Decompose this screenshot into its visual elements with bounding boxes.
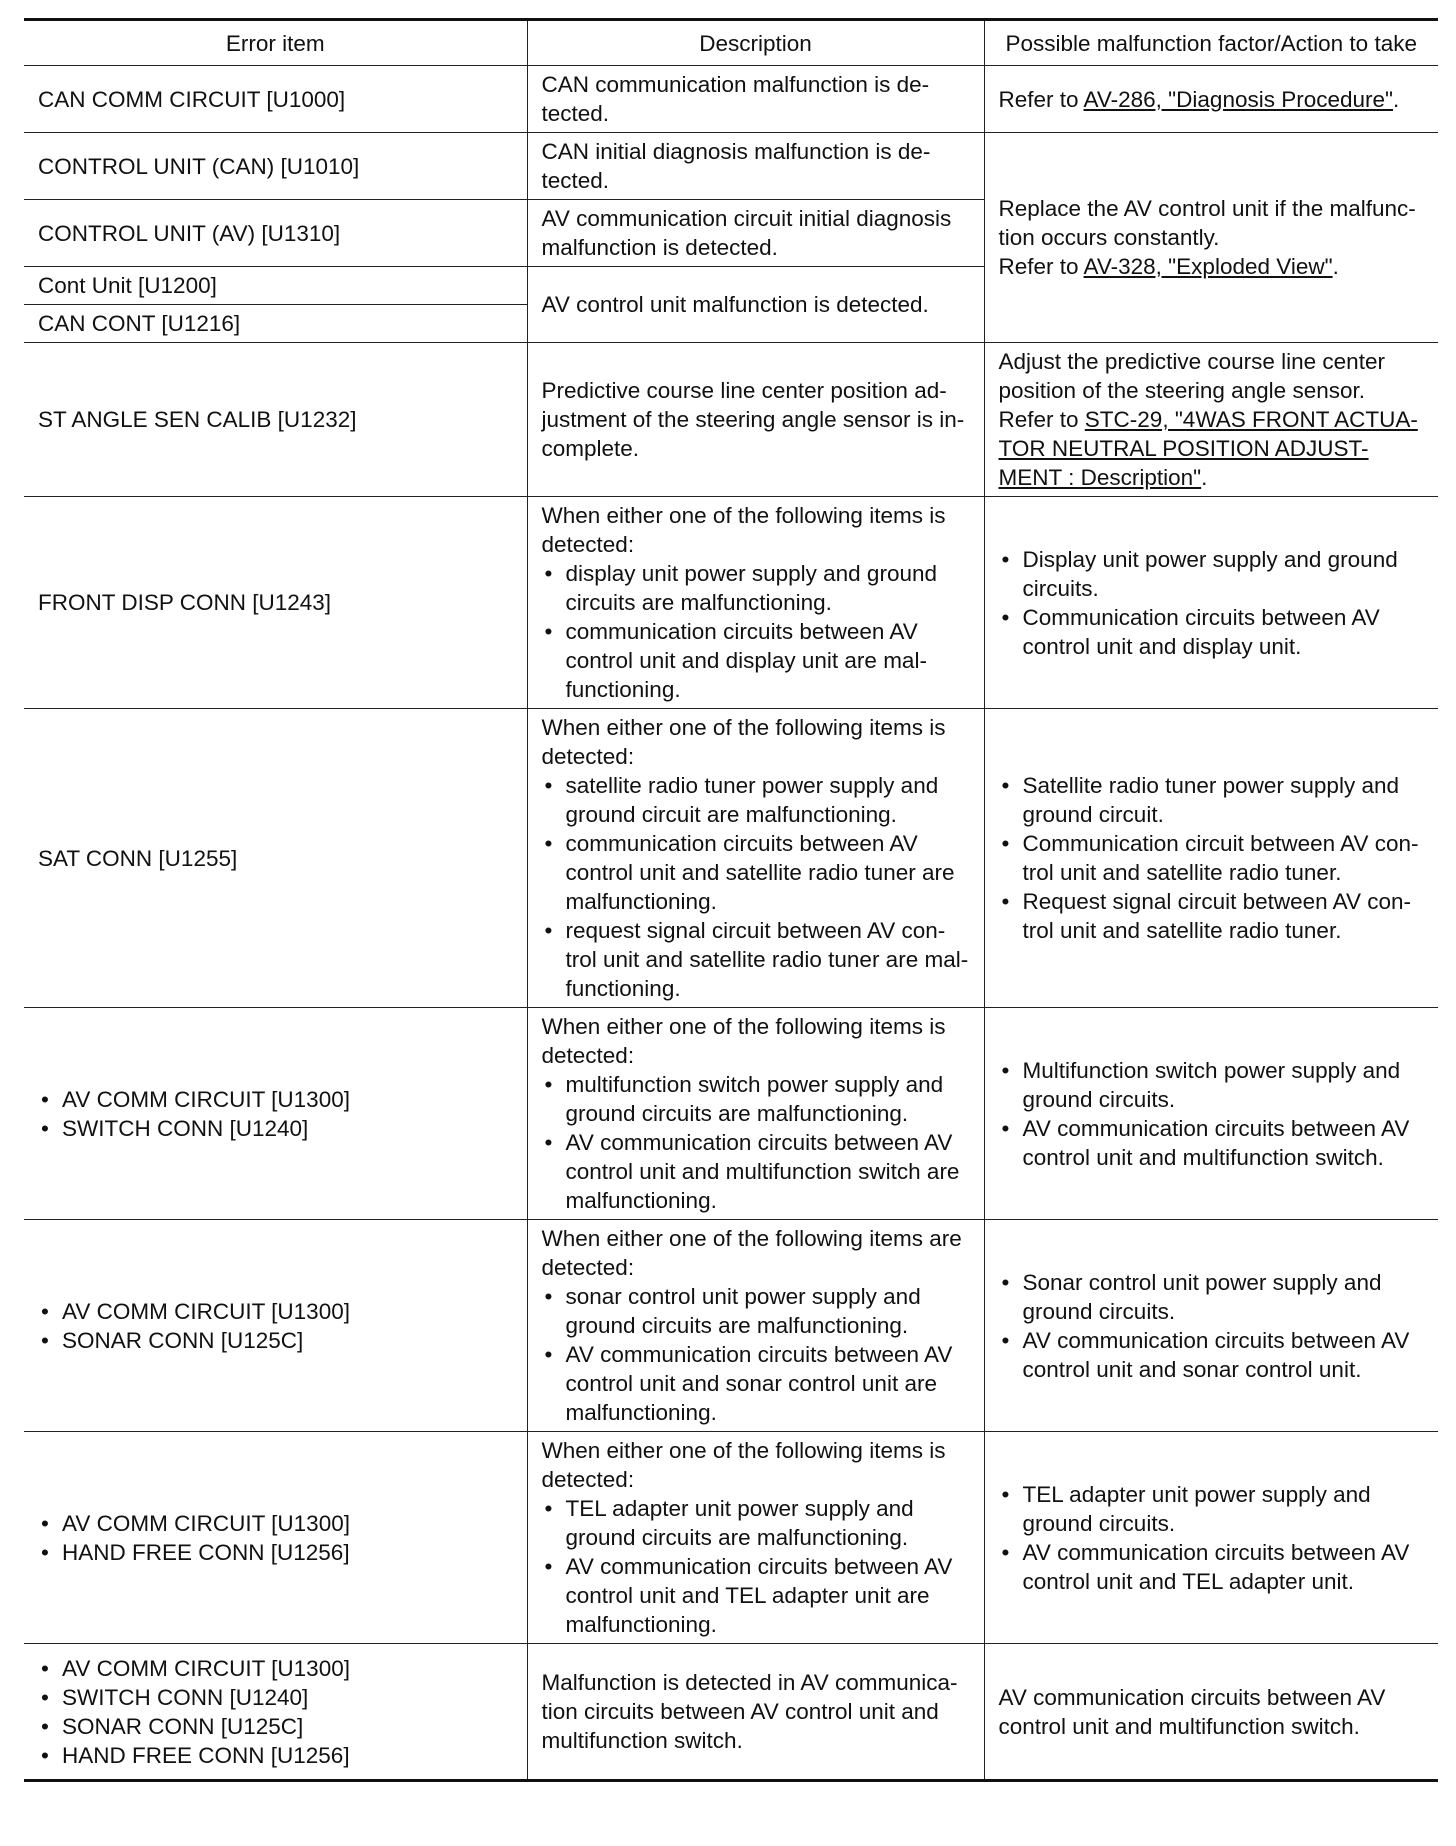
list-item: • AV communication circuits between AV control unit and TEL adapter unit. (999, 1538, 1425, 1596)
list-item: • satellite radio tuner power supply and ground circuit are malfunctioning. (542, 771, 970, 829)
reference-link[interactable]: STC-29, "4WAS FRONT ACTUA-TOR NEUTRAL POSITION ADJUST-MENT : Description" (998, 407, 1418, 490)
action-text: Replace the AV control unit if the malfunc-tion occurs constantly. (998, 196, 1416, 250)
error-item-table (24, 18, 1438, 1782)
description-cell: AV control unit malfunction is detected. (527, 267, 984, 343)
list-item: • SWITCH CONN [U1240] (38, 1114, 513, 1143)
list-item: • TEL adapter unit power supply and ground circuits are malfunctioning. (542, 1494, 970, 1552)
reference-link[interactable]: AV-328, "Exploded View" (1083, 254, 1333, 279)
error-item-cell (24, 1644, 527, 1781)
description-bullets (542, 1494, 970, 1639)
list-item: • communication circuits between AV control unit and display unit are mal-functioning. (542, 617, 970, 704)
error-item-cell: Cont Unit [U1200] (24, 267, 527, 305)
table-row (24, 133, 1438, 200)
error-item-cell: CAN CONT [U1216] (24, 305, 527, 343)
error-item-cell: FRONT DISP CONN [U1243] (24, 497, 527, 709)
action-text: Adjust the predictive course line center position of the steering angle sensor. (998, 349, 1385, 403)
description-cell (527, 709, 984, 1008)
description-cell (527, 497, 984, 709)
list-item: • Display unit power supply and ground circuits. (999, 545, 1425, 603)
list-item: • Communication circuit between AV con-trol unit and satellite radio tuner. (999, 829, 1425, 887)
description-bullets (542, 1070, 970, 1215)
error-item-bullets (38, 1509, 513, 1567)
error-item-cell: ST ANGLE SEN CALIB [U1232] (24, 343, 527, 497)
list-item: • Multifunction switch power supply and ground circuits. (999, 1056, 1425, 1114)
description-bullets (542, 559, 970, 704)
header-error-item: Error item (24, 20, 527, 66)
list-item: • AV COMM CIRCUIT [U1300] (38, 1654, 513, 1683)
action-bullets (999, 545, 1425, 661)
action-text: Refer to (998, 407, 1085, 432)
error-item-cell (24, 1220, 527, 1432)
list-item: • AV communication circuits between AV control unit and sonar control unit are malfunctioning. (542, 1340, 970, 1427)
list-item: • HAND FREE CONN [U1256] (38, 1538, 513, 1567)
description-cell (527, 1008, 984, 1220)
list-item: • AV COMM CIRCUIT [U1300] (38, 1509, 513, 1538)
header-description: Description (527, 20, 984, 66)
table-row (24, 1008, 1438, 1220)
action-cell (984, 1220, 1438, 1432)
list-item: • communication circuits between AV control unit and satellite radio tuner are malfunctioning. (542, 829, 970, 916)
action-cell (984, 66, 1438, 133)
list-item: • Satellite radio tuner power supply and ground circuit. (999, 771, 1425, 829)
action-cell (984, 709, 1438, 1008)
list-item: • SWITCH CONN [U1240] (38, 1683, 513, 1712)
action-cell (984, 133, 1438, 343)
action-bullets (999, 1480, 1425, 1596)
description-cell (527, 1220, 984, 1432)
table-row (24, 66, 1438, 133)
action-cell (984, 343, 1438, 497)
description-bullets (542, 1282, 970, 1427)
error-item-cell: CONTROL UNIT (AV) [U1310] (24, 200, 527, 267)
list-item: • AV COMM CIRCUIT [U1300] (38, 1297, 513, 1326)
description-cell: CAN initial diagnosis malfunction is de-tected. (527, 133, 984, 200)
list-item: • SONAR CONN [U125C] (38, 1326, 513, 1355)
action-text: . (1332, 254, 1339, 279)
list-item: • AV communication circuits between AV control unit and multifunction switch are malfunctioning. (542, 1128, 970, 1215)
list-item: • AV communication circuits between AV control unit and TEL adapter unit are malfunctioning. (542, 1552, 970, 1639)
reference-link[interactable]: AV-286, "Diagnosis Procedure" (1083, 86, 1394, 112)
description-intro: When either one of the following items is detected: (541, 1438, 946, 1492)
action-text: Refer to (998, 86, 1084, 112)
list-item: • Request signal circuit between AV con-trol unit and satellite radio tuner. (999, 887, 1425, 945)
list-item: • AV communication circuits between AV control unit and multifunction switch. (999, 1114, 1425, 1172)
action-text: . (1201, 465, 1208, 490)
list-item: • sonar control unit power supply and ground circuits are malfunctioning. (542, 1282, 970, 1340)
action-bullets (999, 1056, 1425, 1172)
list-item: • request signal circuit between AV con-trol unit and satellite radio tuner are mal-functioning. (542, 916, 970, 1003)
list-item: • SONAR CONN [U125C] (38, 1712, 513, 1741)
action-cell (984, 1008, 1438, 1220)
list-item: • TEL adapter unit power supply and ground circuits. (999, 1480, 1425, 1538)
table-row (24, 1220, 1438, 1432)
header-row (24, 20, 1438, 66)
action-text: . (1393, 86, 1400, 112)
list-item: • AV COMM CIRCUIT [U1300] (38, 1085, 513, 1114)
table-row (24, 343, 1438, 497)
error-item-cell (24, 1432, 527, 1644)
description-intro: When either one of the following items are detected: (541, 1226, 962, 1280)
table-row (24, 497, 1438, 709)
action-cell (984, 1432, 1438, 1644)
error-item-bullets (38, 1085, 513, 1143)
header-action: Possible malfunction factor/Action to take (984, 20, 1438, 66)
description-cell (527, 1432, 984, 1644)
list-item: • HAND FREE CONN [U1256] (38, 1741, 513, 1770)
action-bullets (999, 771, 1425, 945)
list-item: • display unit power supply and ground circuits are malfunctioning. (542, 559, 970, 617)
table-row (24, 709, 1438, 1008)
action-text: Refer to (998, 254, 1084, 279)
action-cell (984, 497, 1438, 709)
list-item: • AV communication circuits between AV control unit and sonar control unit. (999, 1326, 1425, 1384)
list-item: • Communication circuits between AV control unit and display unit. (999, 603, 1425, 661)
error-item-cell: CAN COMM CIRCUIT [U1000] (24, 66, 527, 133)
description-cell: Malfunction is detected in AV communica-tion circuits between AV control unit and multifunction switch. (527, 1644, 984, 1781)
description-cell: Predictive course line center position ad-justment of the steering angle sensor is in-complete. (527, 343, 984, 497)
table-row (24, 1432, 1438, 1644)
action-cell: AV communication circuits between AV control unit and multifunction switch. (984, 1644, 1438, 1781)
table-row (24, 1644, 1438, 1781)
list-item: • Sonar control unit power supply and ground circuits. (999, 1268, 1425, 1326)
error-item-cell: SAT CONN [U1255] (24, 709, 527, 1008)
description-cell: AV communication circuit initial diagnosis malfunction is detected. (527, 200, 984, 267)
error-item-cell (24, 1008, 527, 1220)
error-item-bullets (38, 1297, 513, 1355)
error-item-bullets (38, 1654, 513, 1770)
description-cell: CAN communication malfunction is de-tected. (527, 66, 984, 133)
description-bullets (542, 771, 970, 1003)
description-intro: When either one of the following items is detected: (541, 715, 946, 769)
list-item: • multifunction switch power supply and ground circuits are malfunctioning. (542, 1070, 970, 1128)
description-intro: When either one of the following items is detected: (541, 1014, 946, 1068)
description-intro: When either one of the following items is detected: (541, 503, 946, 557)
action-bullets (999, 1268, 1425, 1384)
error-item-cell: CONTROL UNIT (CAN) [U1010] (24, 133, 527, 200)
